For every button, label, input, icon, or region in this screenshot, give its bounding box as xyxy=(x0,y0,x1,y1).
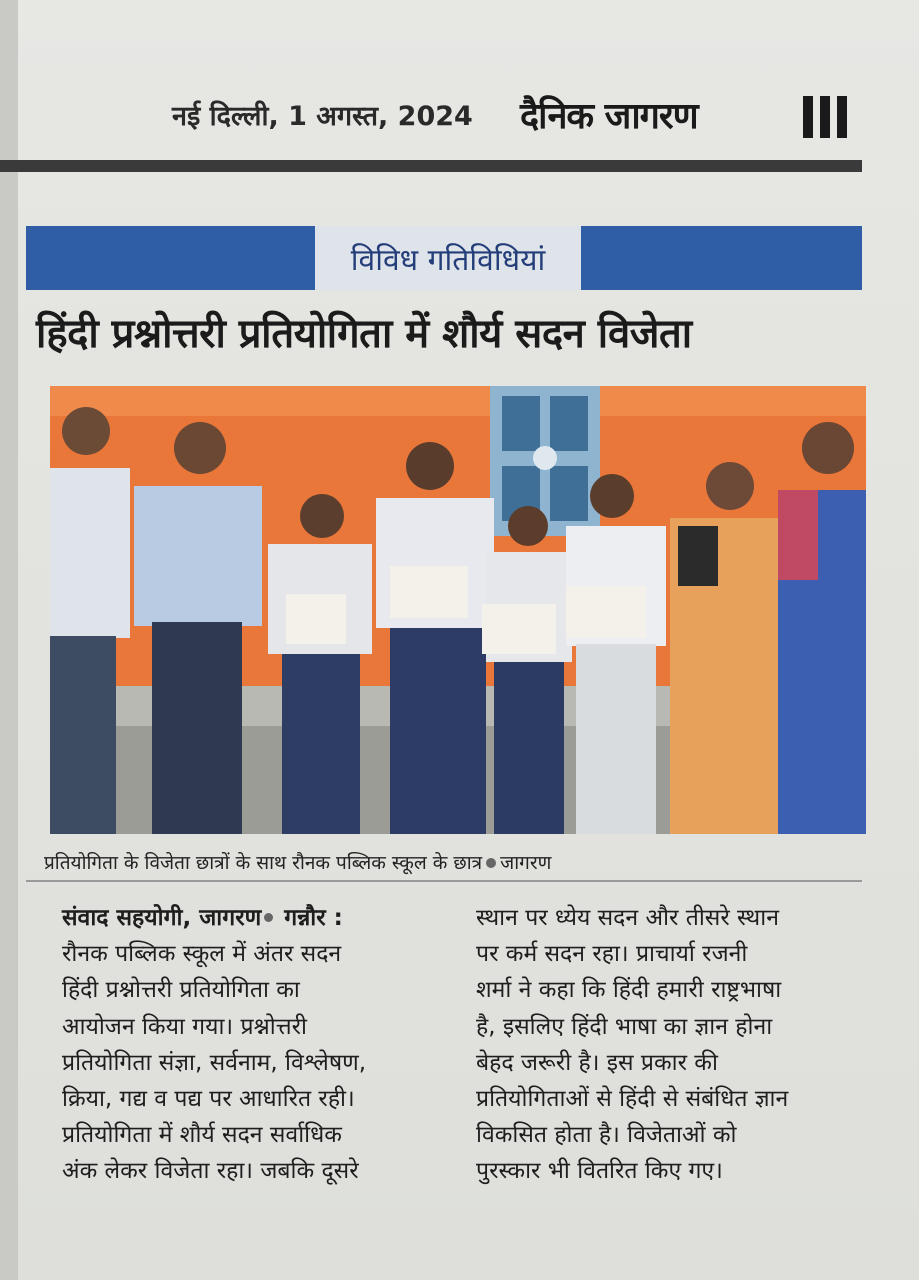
article-column-right xyxy=(476,900,871,1190)
article-line: है, इसलिए हिंदी भाषा का ज्ञान होना xyxy=(476,1013,773,1040)
headline: हिंदी प्रश्नोत्तरी प्रतियोगिता में शौर्य सदन विजेता xyxy=(36,311,692,357)
newspaper-brand: दैनिक जागरण xyxy=(520,96,698,137)
article-line: प्रतियोगिता में शौर्य सदन सर्वाधिक xyxy=(62,1122,342,1149)
caption-divider xyxy=(26,880,862,882)
article-line: स्थान पर ध्येय सदन और तीसरे स्थान xyxy=(476,905,779,931)
byline xyxy=(62,900,457,936)
article-line: हिंदी प्रश्नोत्तरी प्रतियोगिता का xyxy=(62,977,300,1004)
article-line: प्रतियोगिताओं से हिंदी से संबंधित ज्ञान xyxy=(476,1086,789,1113)
byline-bullet-icon xyxy=(264,913,273,922)
brand-logo-bars xyxy=(803,96,851,138)
photo-caption xyxy=(44,849,864,875)
article-line: अंक लेकर विजेता रहा। जबकि दूसरे xyxy=(62,1158,359,1185)
byline-place: गन्नौर : xyxy=(284,905,343,931)
masthead-rule xyxy=(0,160,862,172)
news-photo xyxy=(50,386,866,834)
article-line: विकसित होता है। विजेताओं को xyxy=(476,1122,737,1149)
article-column-left xyxy=(62,900,457,1190)
article-line: शर्मा ने कहा कि हिंदी हमारी राष्ट्रभाषा xyxy=(476,977,782,1004)
article-line: पर कर्म सदन रहा। प्राचार्या रजनी xyxy=(476,941,748,968)
article-line: आयोजन किया गया। प्रश्नोत्तरी xyxy=(62,1013,308,1040)
article-line: रौनक पब्लिक स्कूल में अंतर सदन xyxy=(62,941,342,968)
byline-prefix: संवाद सहयोगी, जागरण xyxy=(62,905,262,931)
article-line: पुरस्कार भी वितरित किए गए। xyxy=(476,1158,723,1185)
caption-credit: जागरण xyxy=(500,852,552,874)
article-line: प्रतियोगिता संज्ञा, सर्वनाम, विश्लेषण, xyxy=(62,1049,367,1076)
dateline: नई दिल्ली, 1 अगस्त, 2024 xyxy=(172,101,473,132)
caption-text: प्रतियोगिता के विजेता छात्रों के साथ रौनक पब्लिक स्कूल के छात्र xyxy=(44,852,483,874)
caption-bullet-icon xyxy=(486,858,496,868)
article-line: क्रिया, गद्य व पद्य पर आधारित रही। xyxy=(62,1086,355,1113)
article-line: बेहद जरूरी है। इस प्रकार की xyxy=(476,1049,718,1076)
page-margin-shadow xyxy=(0,0,18,1280)
section-label: विविध गतिविधियां xyxy=(315,226,581,290)
